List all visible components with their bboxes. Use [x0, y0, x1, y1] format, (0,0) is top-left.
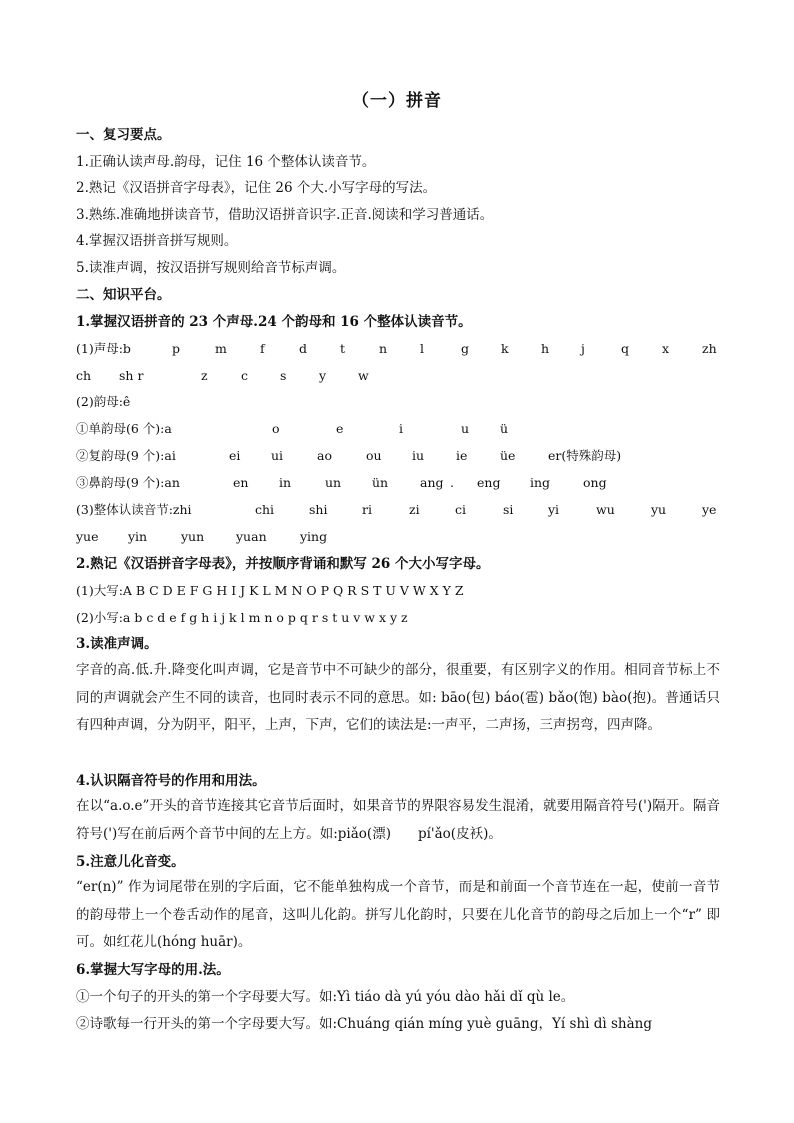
- zhengti-label: (3)整体认读音节:zhi: [76, 502, 192, 517]
- shengmu-item: sh r: [119, 368, 144, 383]
- bi-yunmu-item: ong: [583, 475, 607, 490]
- point-2-heading: 2.熟记《汉语拼音字母表》，并按顺序背诵和默写 26 个大小写字母。: [76, 556, 490, 572]
- shengmu-item: h: [541, 341, 550, 356]
- tone-paragraph: 字音的高.低.升.降变化叫声调，它是音节中不可缺少的部分，很重要，有区别字义的作用。相同音节标上不同的声调就会产生不同的读音，也同时表示不同的意思。如: bāo(包) báo(雹) bǎo(饱) bào(抱)。普通话只有四种声调，分为阴平，阳平，上声，下声，它们的读法是:一声平，二声扬，三声拐弯，四声降。: [76, 662, 720, 733]
- zhengti-item: yuan: [236, 529, 267, 544]
- zhengti-row-2: [76, 527, 726, 547]
- point-1-heading: 1.掌握汉语拼音的 23 个声母.24 个韵母和 16 个整体认读音节。: [76, 314, 472, 330]
- point-6-heading: 6.掌握大写字母的用.法。: [76, 962, 230, 978]
- dan-yunmu-item: e: [336, 421, 344, 436]
- shengmu-item: f: [260, 341, 265, 356]
- shengmu-item: t: [340, 341, 346, 356]
- zhengti-item: yi: [548, 502, 560, 517]
- shengmu-item: n: [379, 341, 388, 356]
- page-title: （一）拼音: [352, 91, 442, 111]
- bi-yunmu-item: ang: [420, 475, 444, 490]
- fu-yunmu-row: [76, 446, 726, 466]
- dan-yunmu-row: [76, 419, 726, 439]
- fu-yunmu-item: iu: [412, 448, 425, 463]
- fu-yunmu-item: ui: [271, 448, 284, 463]
- bi-yunmu-item: in: [279, 475, 292, 490]
- zhengti-item: yun: [181, 529, 205, 544]
- dan-yunmu-label: ①单韵母(6 个):a: [76, 421, 172, 436]
- zhengti-item: yu: [651, 502, 667, 517]
- review-item: 4.掌握汉语拼音拼写规则。: [76, 233, 238, 249]
- zhengti-item: ri: [362, 502, 372, 517]
- capital-rule-item: ①一个句子的开头的第一个字母要大写。如:Yì tiáo dà yú yóu dào hǎi dǐ qù le。: [76, 989, 575, 1005]
- point-4-heading: 4.认识隔音符号的作用和用法。: [76, 773, 266, 789]
- erhua-paragraph: “er(n)” 作为词尾带在别的字后面，它不能单独构成一个音节，而是和前面一个音节连在一起，使前一音节的韵母带上一个卷舌动作的尾音，这叫儿化韵。拼写儿化韵时，只要在儿化音节的韵母之后加上一个“r” 即可。如红花儿(hóng huār)。: [76, 879, 720, 950]
- zhengti-item: chi: [255, 502, 275, 517]
- alphabet-uppercase: (1)大写:A B C D E F G H I J K L M N O P Q R S T U V W X Y Z: [76, 583, 464, 598]
- fu-yunmu-item: üe: [500, 448, 516, 463]
- shengmu-row-2: [76, 366, 726, 386]
- shengmu-item: c: [241, 368, 249, 383]
- dan-yunmu-item: u: [461, 421, 470, 436]
- shengmu-item: p: [172, 341, 181, 356]
- shengmu-item: zh: [702, 341, 717, 356]
- fu-yunmu-item: er(特殊韵母): [548, 448, 622, 463]
- dan-yunmu-item: i: [399, 421, 403, 436]
- zhengti-item: ci: [455, 502, 466, 517]
- shengmu-item: s: [280, 368, 287, 383]
- shengmu-item: ch: [76, 368, 92, 383]
- shengmu-item: z: [201, 368, 208, 383]
- section-heading-knowledge: 二、知识平台。: [76, 287, 171, 303]
- fu-yunmu-item: ao: [317, 448, 332, 463]
- alphabet-lowercase: (2)小写:a b c d e f g h i j k l m n o p q r s t u v w x y z: [76, 610, 408, 625]
- zhengti-item: zi: [409, 502, 420, 517]
- zhengti-item: ye: [702, 502, 717, 517]
- capital-rule-item: ②诗歌每一行开头的第一个字母要大写。如:Chuáng qián míng yuè guāng，Yí shì dì shàng: [76, 1016, 653, 1032]
- review-item: 5.读准声调，按汉语拼写规则给音节标声调。: [76, 260, 346, 276]
- zhengti-item: si: [503, 502, 514, 517]
- dan-yunmu-item: ü: [500, 421, 509, 436]
- shengmu-item: j: [581, 341, 585, 356]
- shengmu-item: d: [299, 341, 308, 356]
- zhengti-item: yue: [76, 529, 99, 544]
- bi-yunmu-item: eng: [477, 475, 501, 490]
- bi-yunmu-item: ün: [372, 475, 389, 490]
- shengmu-item: g: [461, 341, 470, 356]
- zhengti-item: shi: [309, 502, 328, 517]
- review-item: 1.正确认读声母.韵母，记住 16 个整体认读音节。: [76, 154, 376, 170]
- bi-yunmu-item: ing: [530, 475, 551, 490]
- shengmu-item: x: [662, 341, 670, 356]
- shengmu-item: l: [420, 341, 424, 356]
- fu-yunmu-label: ②复韵母(9 个):ai: [76, 448, 176, 463]
- fu-yunmu-item: ou: [366, 448, 382, 463]
- review-item: 3.熟练.准确地拼读音节，借助汉语拼音识字.正音.阅读和学习普通话。: [76, 207, 494, 223]
- bi-yunmu-item: en: [233, 475, 249, 490]
- bi-yunmu-label: ③鼻韵母(9 个):an: [76, 475, 180, 490]
- shengmu-item: w: [358, 368, 369, 383]
- bi-yunmu-item: .: [450, 475, 454, 490]
- zhengti-item: yin: [128, 529, 148, 544]
- bi-yunmu-item: un: [325, 475, 342, 490]
- shengmu-item: k: [501, 341, 509, 356]
- review-item: 2.熟记《汉语拼音字母表》，记住 26 个大.小写字母的写法。: [76, 180, 437, 196]
- point-5-heading: 5.注意儿化音变。: [76, 854, 185, 870]
- shengmu-item: y: [319, 368, 327, 383]
- zhengti-item: ying: [300, 529, 328, 544]
- shengmu-item: m: [215, 341, 227, 356]
- dan-yunmu-item: o: [272, 421, 280, 436]
- apostrophe-paragraph: 在以“a.o.e”开头的音节连接其它音节后面时，如果音节的界限容易发生混淆，就要用隔音符号(')隔开。隔音符号(')写在前后两个音节中间的左上方。如:piǎo(漂) pí'ǎo(皮袄)。: [76, 798, 720, 842]
- fu-yunmu-item: ie: [456, 448, 468, 463]
- zhengti-item: wu: [596, 502, 615, 517]
- section-heading-review: 一、复习要点。: [76, 127, 171, 143]
- zhengti-row-1: [76, 500, 726, 520]
- fu-yunmu-item: ei: [229, 448, 241, 463]
- yunmu-label: (2)韵母:ê: [76, 394, 131, 409]
- shengmu-label: (1)声母:b: [76, 341, 131, 356]
- bi-yunmu-row: [76, 473, 726, 493]
- shengmu-row-1: [76, 339, 726, 359]
- point-3-heading: 3.读准声调。: [76, 636, 158, 652]
- shengmu-item: q: [621, 341, 630, 356]
